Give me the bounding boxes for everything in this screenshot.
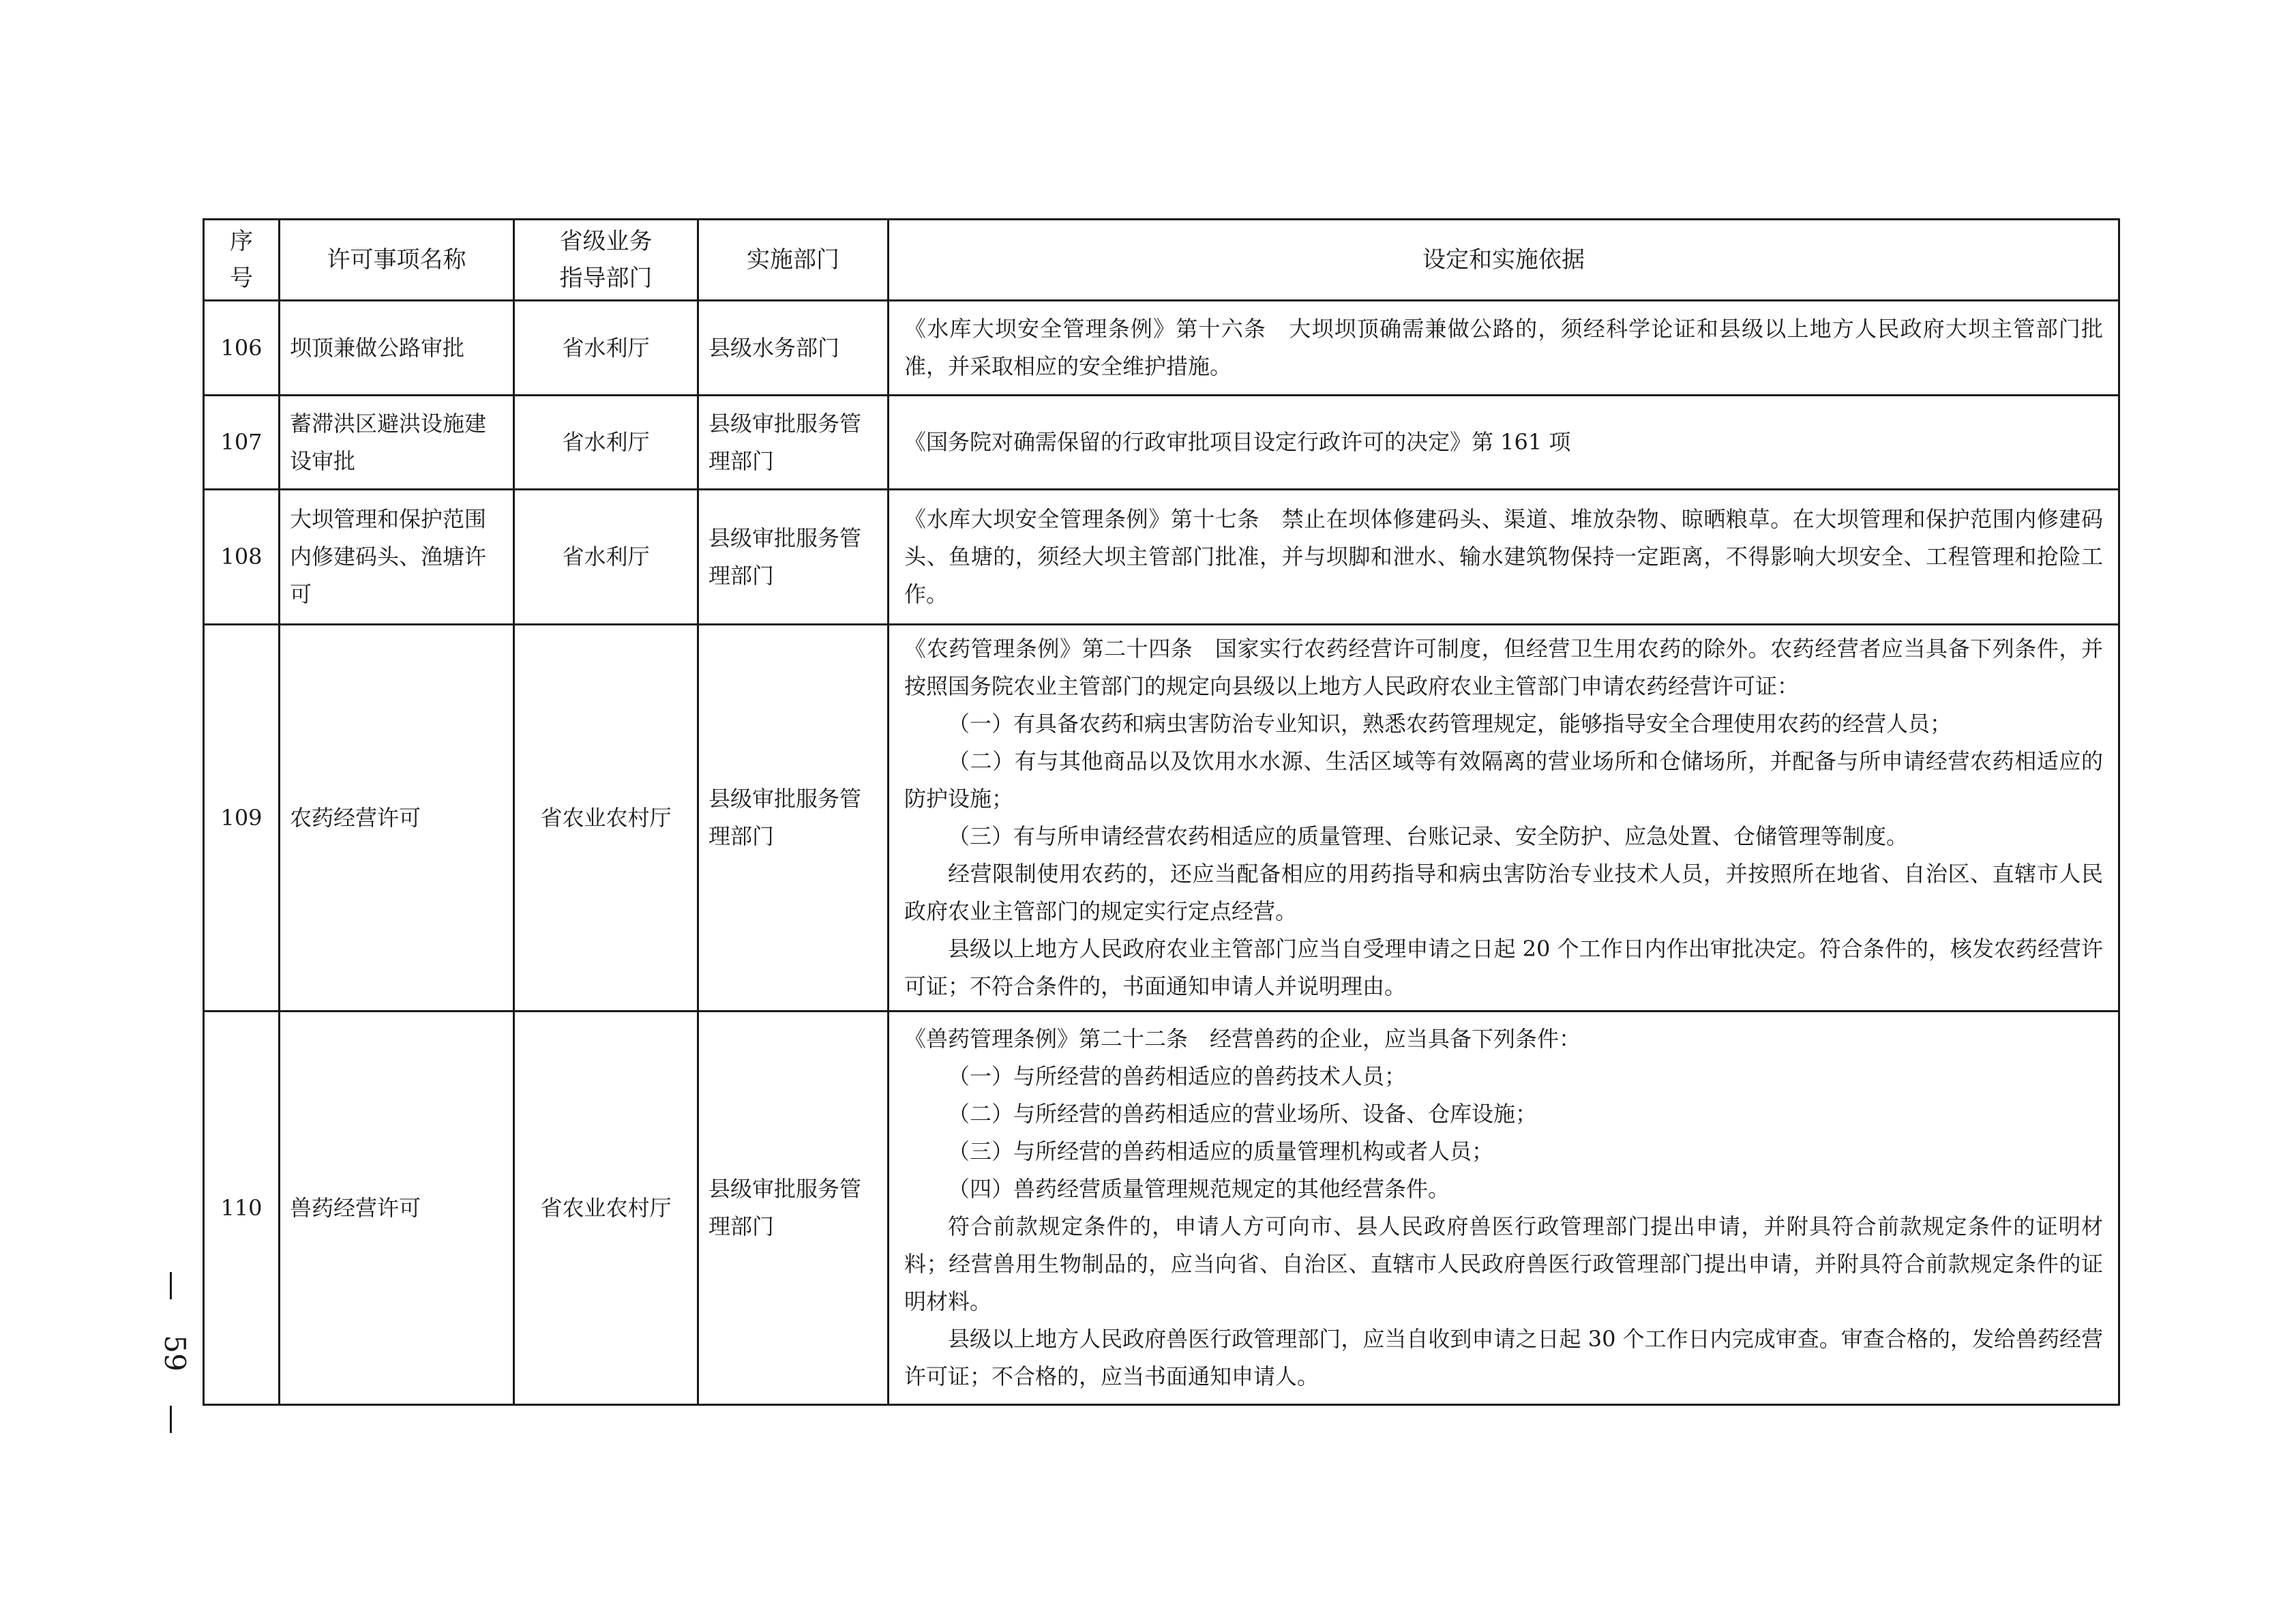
header-dept-line-1: 省级业务 [559, 228, 653, 255]
basis-paragraph: 县级以上地方人民政府农业主管部门应当自受理申请之日起 20 个工作日内作出审批决定。符合条件的，核发农药经营许可证；不符合条件的，书面通知申请人并说明理由。 [904, 936, 2103, 999]
implementing-dept: 县级水务部门 [698, 301, 889, 396]
legal-basis [889, 490, 2119, 625]
basis-paragraph: 《兽药管理条例》第二十二条 经营兽药的企业，应当具备下列条件： [904, 1026, 1581, 1052]
page-dash-bottom [170, 1406, 172, 1433]
basis-paragraph: 经营限制使用农药的，还应当配备相应的用药指导和病虫害防治专业技术人员，并按照所在地省、自治区、直辖市人民政府农业主管部门的规定实行定点经营。 [904, 861, 2103, 924]
table-row [204, 490, 2119, 625]
header-row [204, 220, 2119, 301]
permit-name: 农药经营许可 [280, 625, 514, 1012]
basis-paragraph: 《水库大坝安全管理条例》第十六条 大坝坝顶确需兼做公路的，须经科学论证和县级以上地方人民政府大坝主管部门批准，并采取相应的安全维护措施。 [904, 316, 2103, 379]
row-number: 110 [204, 1012, 280, 1405]
legal-basis [889, 301, 2119, 396]
header-impl: 实施部门 [698, 220, 889, 301]
legal-basis [889, 1012, 2119, 1405]
basis-paragraph: 县级以上地方人民政府兽医行政管理部门，应当自收到申请之日起 30 个工作日内完成审查。审查合格的，发给兽药经营许可证；不合格的，应当书面通知申请人。 [904, 1326, 2103, 1389]
header-dept-line-2: 指导部门 [559, 265, 653, 292]
guiding-dept: 省水利厅 [514, 396, 698, 490]
basis-paragraph: 符合前款规定条件的，申请人方可向市、县人民政府兽医行政管理部门提出申请，并附具符合前款规定条件的证明材料；经营兽用生物制品的，应当向省、自治区、直辖市人民政府兽医行政管理部门提出申请，并附具符合前款规定条件的证明材料。 [904, 1213, 2103, 1314]
basis-paragraph: 《国务院对确需保留的行政审批项目设定行政许可的决定》第 161 项 [904, 429, 1571, 455]
table-row [204, 1012, 2119, 1405]
implementing-dept: 县级审批服务管理部门 [698, 1012, 889, 1405]
permit-name: 蓄滞洪区避洪设施建设审批 [280, 396, 514, 490]
page-number-text: 59 [158, 1335, 192, 1372]
legal-basis [889, 396, 2119, 490]
implementing-dept: 县级审批服务管理部门 [698, 396, 889, 490]
implementing-dept: 县级审批服务管理部门 [698, 625, 889, 1012]
basis-paragraph: 《水库大坝安全管理条例》第十七条 禁止在坝体修建码头、渠道、堆放杂物、晾晒粮草。在大坝管理和保护范围内修建码头、鱼塘的，须经大坝主管部门批准，并与坝脚和泄水、输水建筑物保持一定距离，不得影响大坝安全、工程管理和抢险工作。 [904, 506, 2103, 607]
basis-paragraph: （二）与所经营的兽药相适应的营业场所、设备、仓库设施； [948, 1101, 1538, 1127]
basis-paragraph: （三）与所经营的兽药相适应的质量管理机构或者人员； [948, 1138, 1494, 1164]
basis-paragraph: 《农药管理条例》第二十四条 国家实行农药经营许可制度，但经营卫生用农药的除外。农药经营者应当具备下列条件，并按照国务院农业主管部门的规定向县级以上地方人民政府农业主管部门申请农药经营许可证： [904, 636, 2103, 699]
row-number: 106 [204, 301, 280, 396]
implementing-dept: 县级审批服务管理部门 [698, 490, 889, 625]
header-num [204, 220, 280, 301]
header-name: 许可事项名称 [280, 220, 514, 301]
table-row [204, 625, 2119, 1012]
permit-table [203, 218, 2120, 1406]
legal-basis [889, 625, 2119, 1012]
guiding-dept: 省农业农村厅 [514, 1012, 698, 1405]
table-row [204, 301, 2119, 396]
header-basis: 设定和实施依据 [889, 220, 2119, 301]
header-dept [514, 220, 698, 301]
guiding-dept: 省水利厅 [514, 490, 698, 625]
row-number: 107 [204, 396, 280, 490]
permit-name: 大坝管理和保护范围内修建码头、渔塘许可 [280, 490, 514, 625]
basis-paragraph: （二）有与其他商品以及饮用水水源、生活区域等有效隔离的营业场所和仓储场所，并配备与所申请经营农药相适应的防护设施； [904, 748, 2103, 812]
header-num-line-1: 序 [230, 228, 253, 255]
row-number: 109 [204, 625, 280, 1012]
basis-paragraph: （一）有具备农药和病虫害防治专业知识，熟悉农药管理规定，能够指导安全合理使用农药的经营人员； [948, 711, 1952, 737]
permit-name: 兽药经营许可 [280, 1012, 514, 1405]
basis-paragraph: （四）兽药经营质量管理规范规定的其他经营条件。 [948, 1176, 1450, 1202]
table-row [204, 396, 2119, 490]
page-number [151, 1272, 192, 1436]
guiding-dept: 省农业农村厅 [514, 625, 698, 1012]
page-dash-top [170, 1272, 172, 1299]
table-body [204, 301, 2119, 1405]
permit-name: 坝顶兼做公路审批 [280, 301, 514, 396]
guiding-dept: 省水利厅 [514, 301, 698, 396]
basis-paragraph: （三）有与所申请经营农药相适应的质量管理、台账记录、安全防护、应急处置、仓储管理等制度。 [948, 823, 1909, 849]
row-number: 108 [204, 490, 280, 625]
basis-paragraph: （一）与所经营的兽药相适应的兽药技术人员； [948, 1063, 1407, 1089]
header-num-line-2: 号 [230, 265, 253, 292]
